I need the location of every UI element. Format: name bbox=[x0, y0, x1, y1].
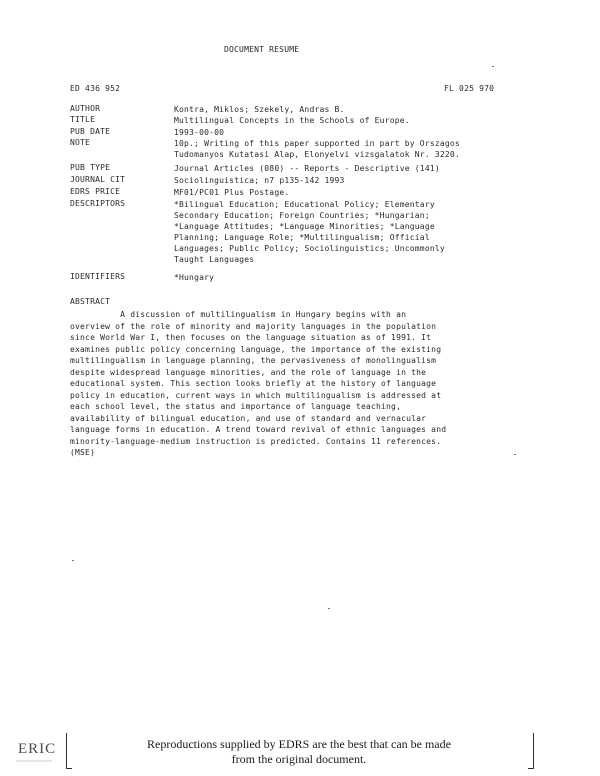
field-label-pub-date: PUB DATE bbox=[70, 127, 111, 136]
scan-speck bbox=[492, 66, 494, 67]
field-label-author: AUTHOR bbox=[70, 104, 101, 113]
eric-logo-text: ERIC bbox=[18, 741, 57, 757]
field-value-pub-type: Journal Articles (080) -- Reports - Descriptive (141) bbox=[174, 164, 440, 173]
fl-number: FL 025 970 bbox=[444, 84, 495, 93]
field-value-pub-date: 1993-00-00 bbox=[174, 128, 225, 137]
abstract-text: A discussion of multilingualism in Hungary begins with an overview of the role of minority and majority languages in the population since World War I, then focuses on the language situation as of 1991. It examines public policy concerning language, the importance of the existing multilingualism in language planning, the pervasiveness of monolingualism despite widespread language minorities, and the role of language in the educational system. This section looks briefly at the history of language policy in education, current ways in which multilingualism is addressed at each school level, the status and importance of language teaching, availability of bilingual education, and use of standard and vernacular language forms in education. A trend toward revival of ethnic languages and minority-language-medium instruction is predicted. Contains 11 references. (MSE) bbox=[70, 310, 447, 457]
footer-corner-right bbox=[528, 768, 534, 769]
field-label-pub-type: PUB TYPE bbox=[70, 163, 111, 172]
field-label-identifiers: IDENTIFIERS bbox=[70, 272, 126, 281]
field-value-descriptors: *Bilingual Education; Educational Policy; Elementary Secondary Education; Foreign Countries; *Hungarian; *Language Attitudes; *Language Minorities; *Language Planning; Language Role; *Multilingualism; Official Languages; Public Policy; Sociolinguistics; Uncommonly Taught Languages bbox=[174, 200, 445, 264]
field-label-journal-cit: JOURNAL CIT bbox=[70, 175, 126, 184]
field-value-journal-cit: Sociolinguistica; n7 p135-142 1993 bbox=[174, 176, 345, 185]
scan-speck bbox=[514, 454, 516, 455]
field-label-title: TITLE bbox=[70, 115, 96, 124]
field-label-edrs-price: EDRS PRICE bbox=[70, 187, 121, 196]
document-heading: DOCUMENT RESUME bbox=[224, 45, 300, 54]
ed-number: ED 436 952 bbox=[70, 84, 121, 93]
footer-line-1: Reproductions supplied by EDRS are the best that can be made bbox=[147, 737, 451, 751]
footer-notice bbox=[66, 737, 532, 767]
field-label-descriptors: DESCRIPTORS bbox=[70, 199, 126, 208]
abstract-label: ABSTRACT bbox=[70, 297, 111, 306]
field-value-title: Multilingual Concepts in the Schools of Europe. bbox=[174, 116, 410, 125]
footer-corner-left bbox=[66, 768, 72, 769]
field-value-edrs-price: MF01/PC01 Plus Postage. bbox=[174, 188, 290, 197]
field-value-author: Kontra, Miklos; Szekely, Andras B. bbox=[174, 105, 345, 114]
scan-speck bbox=[328, 608, 330, 609]
footer-line-2: from the original document. bbox=[231, 752, 367, 766]
scan-speck bbox=[72, 560, 74, 561]
field-value-identifiers: *Hungary bbox=[174, 273, 215, 282]
field-value-note: 10p.; Writing of this paper supported in part by Orszagos Tudomanyos Kutatasi Alap, Elonyelvi vizsgalatok Nr. 3220. bbox=[174, 139, 460, 159]
field-label-note: NOTE bbox=[70, 138, 91, 147]
